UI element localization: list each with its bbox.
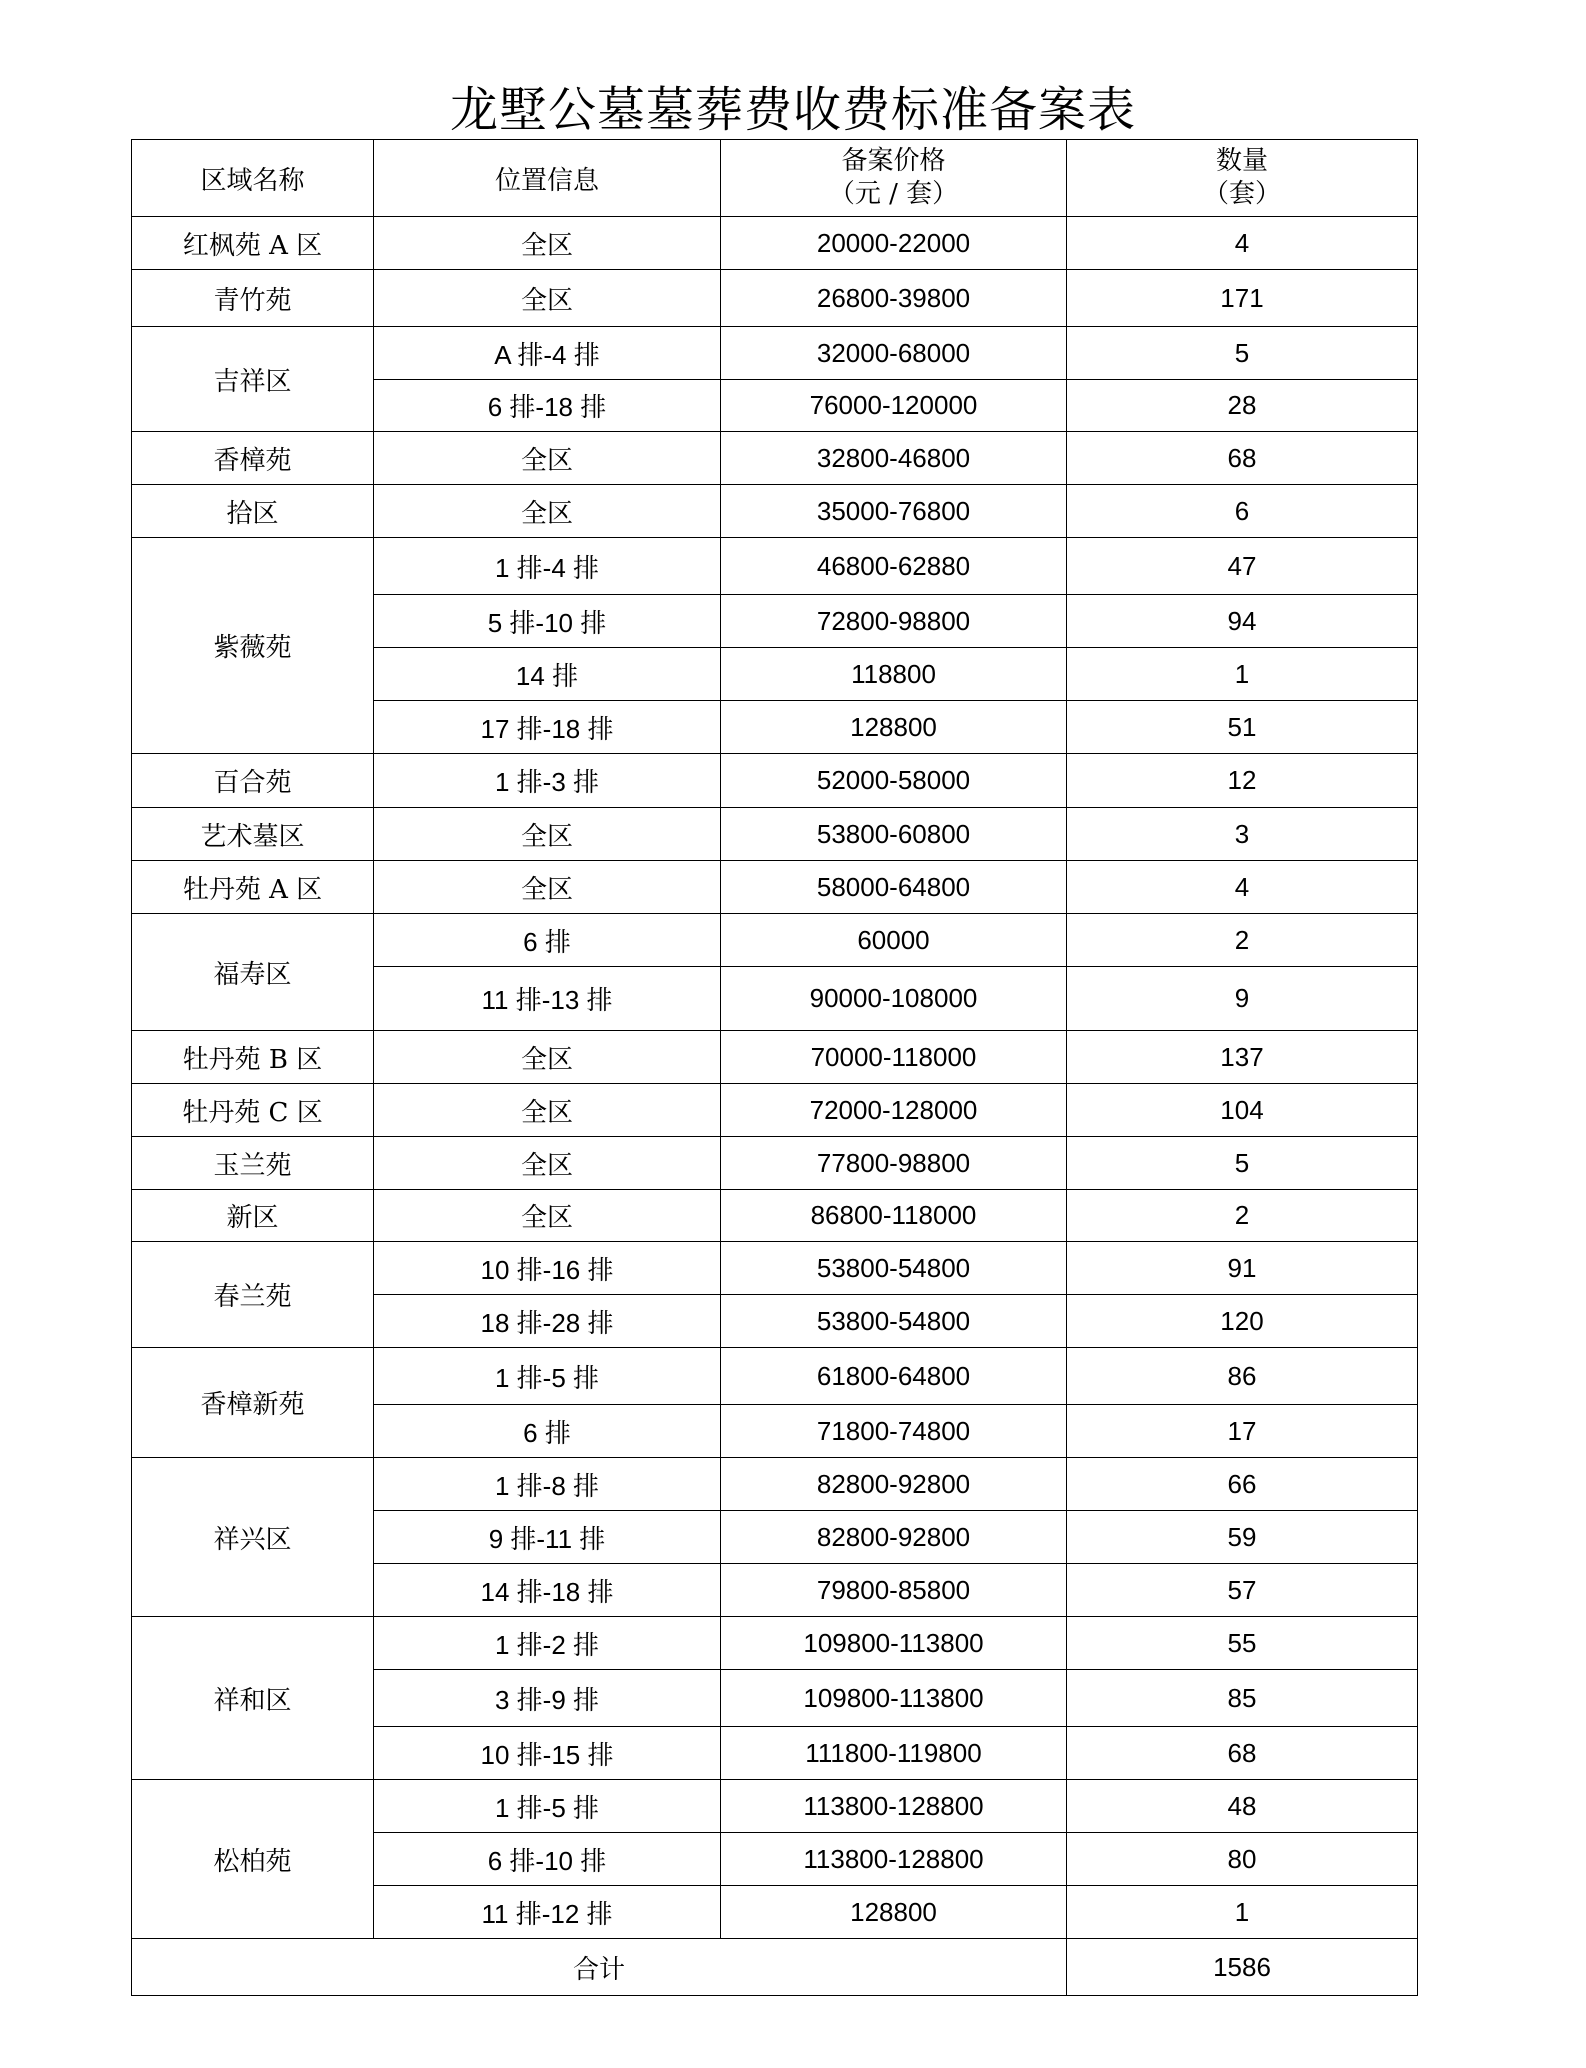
table-row (132, 808, 1418, 861)
total-label: 合计 (132, 1939, 1067, 1996)
quantity-cell: 5 (1067, 327, 1418, 380)
position-cell: 14 排-18 排 (374, 1564, 721, 1617)
position-cell: 5 排-10 排 (374, 595, 721, 648)
region-name-cell: 吉祥区 (132, 327, 374, 432)
position-cell: A 排-4 排 (374, 327, 721, 380)
position-cell: 全区 (374, 217, 721, 270)
table-row (132, 1242, 1418, 1295)
quantity-cell: 57 (1067, 1564, 1418, 1617)
table-row (132, 538, 1418, 595)
quantity-cell: 137 (1067, 1031, 1418, 1084)
price-cell: 118800 (721, 648, 1067, 701)
table-header (132, 140, 1418, 217)
quantity-cell: 104 (1067, 1084, 1418, 1137)
price-cell: 35000-76800 (721, 485, 1067, 538)
table-row (132, 1084, 1418, 1137)
region-name-cell: 艺术墓区 (132, 808, 374, 861)
position-cell: 1 排-3 排 (374, 754, 721, 808)
price-cell: 60000 (721, 914, 1067, 967)
header-price-unit: （元 / 套） (828, 179, 959, 209)
position-cell: 全区 (374, 1084, 721, 1137)
price-cell: 72000-128000 (721, 1084, 1067, 1137)
region-name-cell: 玉兰苑 (132, 1137, 374, 1190)
quantity-cell: 48 (1067, 1780, 1418, 1833)
table-row (132, 1348, 1418, 1405)
position-cell: 10 排-16 排 (374, 1242, 721, 1295)
position-cell: 全区 (374, 861, 721, 914)
position-cell: 全区 (374, 270, 721, 327)
position-cell: 18 排-28 排 (374, 1295, 721, 1348)
region-name-cell: 香樟苑 (132, 432, 374, 485)
table-row (132, 1458, 1418, 1511)
page-title: 龙墅公墓墓葬费收费标准备案表 (449, 82, 1136, 138)
quantity-cell: 171 (1067, 270, 1418, 327)
header-price-title: 备案价格 (841, 146, 946, 176)
price-cell: 86800-118000 (721, 1190, 1067, 1242)
quantity-cell: 51 (1067, 701, 1418, 754)
position-cell: 1 排-5 排 (374, 1348, 721, 1405)
position-cell: 全区 (374, 1190, 721, 1242)
price-cell: 53800-54800 (721, 1242, 1067, 1295)
total-row (132, 1939, 1418, 1996)
price-cell: 70000-118000 (721, 1031, 1067, 1084)
table-row (132, 270, 1418, 327)
price-cell: 79800-85800 (721, 1564, 1067, 1617)
price-cell: 128800 (721, 701, 1067, 754)
position-cell: 1 排-4 排 (374, 538, 721, 595)
price-cell: 82800-92800 (721, 1511, 1067, 1564)
quantity-cell: 85 (1067, 1670, 1418, 1727)
position-cell: 全区 (374, 432, 721, 485)
price-cell: 113800-128800 (721, 1833, 1067, 1886)
quantity-cell: 94 (1067, 595, 1418, 648)
quantity-cell: 68 (1067, 1727, 1418, 1780)
table-body (132, 217, 1418, 1996)
table-row (132, 1190, 1418, 1242)
position-cell: 1 排-2 排 (374, 1617, 721, 1670)
position-cell: 6 排-10 排 (374, 1833, 721, 1886)
price-cell: 90000-108000 (721, 967, 1067, 1031)
header-position: 位置信息 (374, 140, 721, 217)
position-cell: 6 排-18 排 (374, 380, 721, 432)
position-cell: 3 排-9 排 (374, 1670, 721, 1727)
region-name-cell: 红枫苑 A 区 (132, 217, 374, 270)
price-cell: 20000-22000 (721, 217, 1067, 270)
price-cell: 71800-74800 (721, 1405, 1067, 1458)
position-cell: 1 排-5 排 (374, 1780, 721, 1833)
region-name-cell: 香樟新苑 (132, 1348, 374, 1458)
quantity-cell: 3 (1067, 808, 1418, 861)
region-name-cell: 百合苑 (132, 754, 374, 808)
quantity-cell: 120 (1067, 1295, 1418, 1348)
region-name-cell: 春兰苑 (132, 1242, 374, 1348)
price-cell: 61800-64800 (721, 1348, 1067, 1405)
table-row (132, 432, 1418, 485)
table-row (132, 1031, 1418, 1084)
quantity-cell: 1 (1067, 648, 1418, 701)
fee-table (131, 139, 1418, 1996)
region-name-cell: 青竹苑 (132, 270, 374, 327)
region-name-cell: 新区 (132, 1190, 374, 1242)
position-cell: 14 排 (374, 648, 721, 701)
position-cell: 10 排-15 排 (374, 1727, 721, 1780)
price-cell: 53800-60800 (721, 808, 1067, 861)
position-cell: 11 排-12 排 (374, 1886, 721, 1939)
position-cell: 11 排-13 排 (374, 967, 721, 1031)
position-cell: 全区 (374, 485, 721, 538)
quantity-cell: 4 (1067, 217, 1418, 270)
header-quantity-title: 数量 (1215, 146, 1268, 176)
quantity-cell: 80 (1067, 1833, 1418, 1886)
quantity-cell: 91 (1067, 1242, 1418, 1295)
price-cell: 109800-113800 (721, 1617, 1067, 1670)
price-cell: 32800-46800 (721, 432, 1067, 485)
region-name-cell: 牡丹苑 C 区 (132, 1084, 374, 1137)
quantity-cell: 12 (1067, 754, 1418, 808)
region-name-cell: 祥兴区 (132, 1458, 374, 1617)
position-cell: 6 排 (374, 1405, 721, 1458)
position-cell: 1 排-8 排 (374, 1458, 721, 1511)
price-cell: 26800-39800 (721, 270, 1067, 327)
quantity-cell: 2 (1067, 914, 1418, 967)
header-region: 区域名称 (132, 140, 374, 217)
price-cell: 109800-113800 (721, 1670, 1067, 1727)
region-name-cell: 牡丹苑 B 区 (132, 1031, 374, 1084)
total-quantity: 1586 (1067, 1939, 1418, 1996)
region-name-cell: 福寿区 (132, 914, 374, 1031)
position-cell: 9 排-11 排 (374, 1511, 721, 1564)
header-price (721, 140, 1067, 217)
table-row (132, 914, 1418, 967)
quantity-cell: 68 (1067, 432, 1418, 485)
header-quantity-unit: （套） (1202, 179, 1281, 209)
quantity-cell: 2 (1067, 1190, 1418, 1242)
table-row (132, 1780, 1418, 1833)
position-cell: 17 排-18 排 (374, 701, 721, 754)
table-row (132, 1617, 1418, 1670)
quantity-cell: 55 (1067, 1617, 1418, 1670)
quantity-cell: 5 (1067, 1137, 1418, 1190)
region-name-cell: 拾区 (132, 485, 374, 538)
region-name-cell: 紫薇苑 (132, 538, 374, 754)
price-cell: 72800-98800 (721, 595, 1067, 648)
quantity-cell: 17 (1067, 1405, 1418, 1458)
header-quantity (1067, 140, 1418, 217)
table-row (132, 754, 1418, 808)
region-name-cell: 松柏苑 (132, 1780, 374, 1939)
table-row (132, 1137, 1418, 1190)
position-cell: 全区 (374, 808, 721, 861)
table-row (132, 861, 1418, 914)
table-row (132, 485, 1418, 538)
position-cell: 全区 (374, 1137, 721, 1190)
quantity-cell: 86 (1067, 1348, 1418, 1405)
table-row (132, 327, 1418, 380)
price-cell: 128800 (721, 1886, 1067, 1939)
quantity-cell: 66 (1067, 1458, 1418, 1511)
quantity-cell: 6 (1067, 485, 1418, 538)
quantity-cell: 9 (1067, 967, 1418, 1031)
quantity-cell: 28 (1067, 380, 1418, 432)
region-name-cell: 牡丹苑 A 区 (132, 861, 374, 914)
region-name-cell: 祥和区 (132, 1617, 374, 1780)
quantity-cell: 59 (1067, 1511, 1418, 1564)
price-cell: 46800-62880 (721, 538, 1067, 595)
position-cell: 6 排 (374, 914, 721, 967)
table-row (132, 217, 1418, 270)
header-row (132, 140, 1418, 217)
price-cell: 53800-54800 (721, 1295, 1067, 1348)
price-cell: 52000-58000 (721, 754, 1067, 808)
position-cell: 全区 (374, 1031, 721, 1084)
price-cell: 32000-68000 (721, 327, 1067, 380)
quantity-cell: 1 (1067, 1886, 1418, 1939)
price-cell: 113800-128800 (721, 1780, 1067, 1833)
price-cell: 77800-98800 (721, 1137, 1067, 1190)
price-cell: 76000-120000 (721, 380, 1067, 432)
quantity-cell: 4 (1067, 861, 1418, 914)
price-cell: 58000-64800 (721, 861, 1067, 914)
quantity-cell: 47 (1067, 538, 1418, 595)
price-cell: 111800-119800 (721, 1727, 1067, 1780)
price-cell: 82800-92800 (721, 1458, 1067, 1511)
